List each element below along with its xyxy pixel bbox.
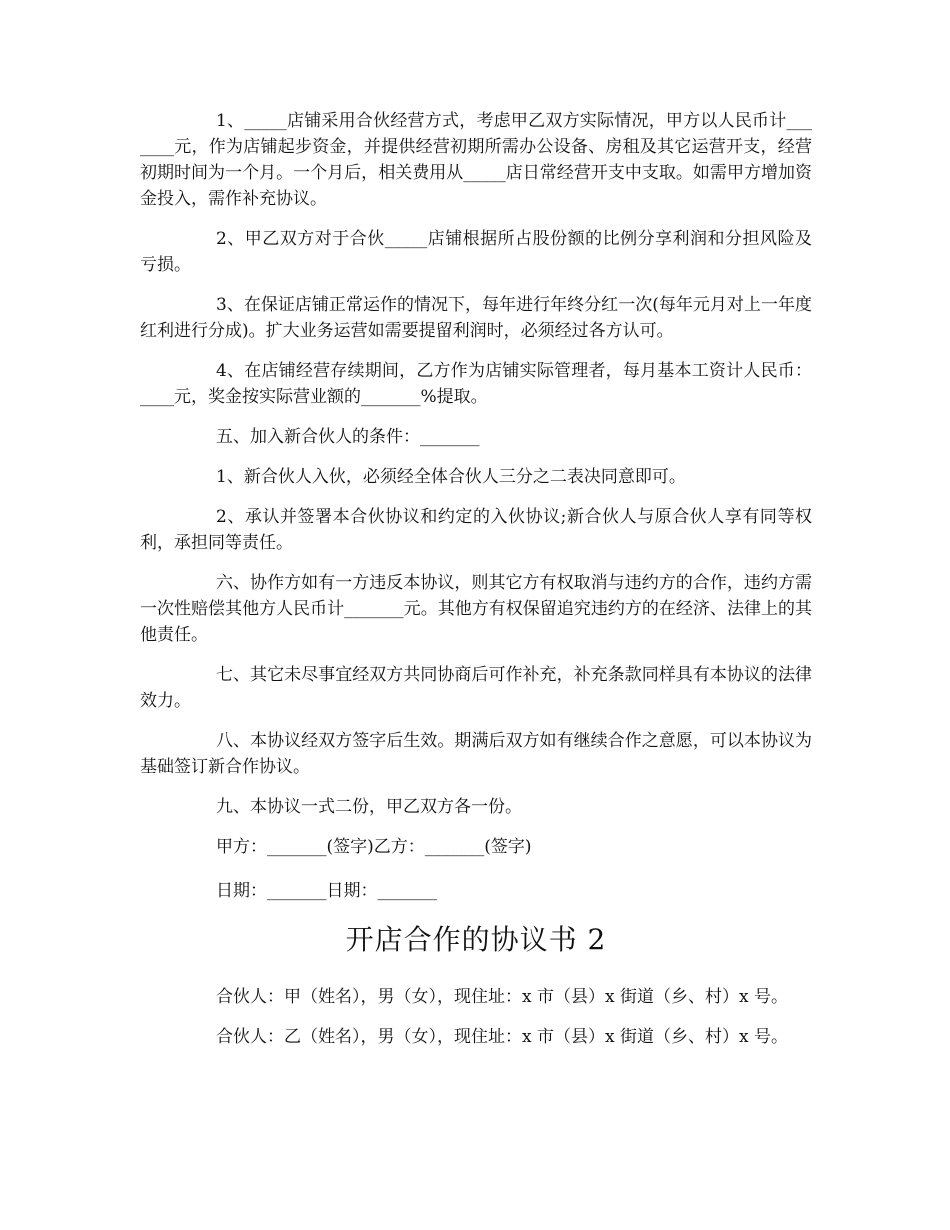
partner-a-info: 合伙人：甲（姓名），男（女），现住址：x 市（县）x 街道（乡、村）x 号。 xyxy=(216,987,788,1007)
signature-line: 甲方：_______(签字)乙方：_______(签字) xyxy=(216,837,532,857)
clause-4-salary: 4、在店铺经营存续期间，乙方作为店铺实际管理者，每月基本工资计人民币：____元，奖金按实际营业额的_______%提取。 xyxy=(140,361,812,407)
date-line: 日期：_______日期：_______ xyxy=(216,881,437,901)
section-7-supplement: 七、其它未尽事宜经双方共同协商后可作补充，补充条款同样具有本协议的法律效力。 xyxy=(140,665,812,711)
section-5-clause-1: 1、新合伙人入伙，必须经全体合伙人三分之二表决同意即可。 xyxy=(216,467,686,487)
section-5-new-partner-heading: 五、加入新合伙人的条件：_______ xyxy=(216,427,480,447)
clause-3-dividend: 3、在保证店铺正常运作的情况下，每年进行年终分红一次(每年元月对上一年度红利进行分成)。扩大业务运营如需要提留利润时，必须经过各方认可。 xyxy=(140,295,812,341)
section-5-clause-2: 2、承认并签署本合伙协议和约定的入伙协议;新合伙人与原合伙人享有同等权利，承担同等责任。 xyxy=(140,507,812,553)
clause-2-profit-sharing: 2、甲乙双方对于合伙_____店铺根据所占股份额的比例分享利润和分担风险及亏损。 xyxy=(140,229,812,275)
section-8-effectiveness: 八、本协议经双方签字后生效。期满后双方如有继续合作之意愿，可以本协议为基础签订新合作协议。 xyxy=(140,731,812,777)
section-9-copies: 九、本协议一式二份，甲乙双方各一份。 xyxy=(216,797,522,817)
clause-1-capital: 1、_____店铺采用合伙经营方式，考虑甲乙双方实际情况，甲方以人民币计_______元，作为店铺起步资金，并提供经营初期所需办公设备、房租及其它运营开支，经营初期时间为一个月。一个月后，相关费用从_____店日常经营开支中支取。如需甲方增加资金投入，需作补充协议。 xyxy=(140,111,812,209)
section-6-breach: 六、协作方如有一方违反本协议，则其它方有权取消与违约方的合作，违约方需一次性赔偿其他方人民币计_______元。其他方有权保留追究违约方的在经济、法律上的其他责任。 xyxy=(140,573,812,645)
document-title-2: 开店合作的协议书 2 xyxy=(345,923,607,956)
partner-b-info: 合伙人：乙（姓名），男（女），现住址：x 市（县）x 街道（乡、村）x 号。 xyxy=(216,1027,788,1047)
document-page xyxy=(140,108,812,1064)
